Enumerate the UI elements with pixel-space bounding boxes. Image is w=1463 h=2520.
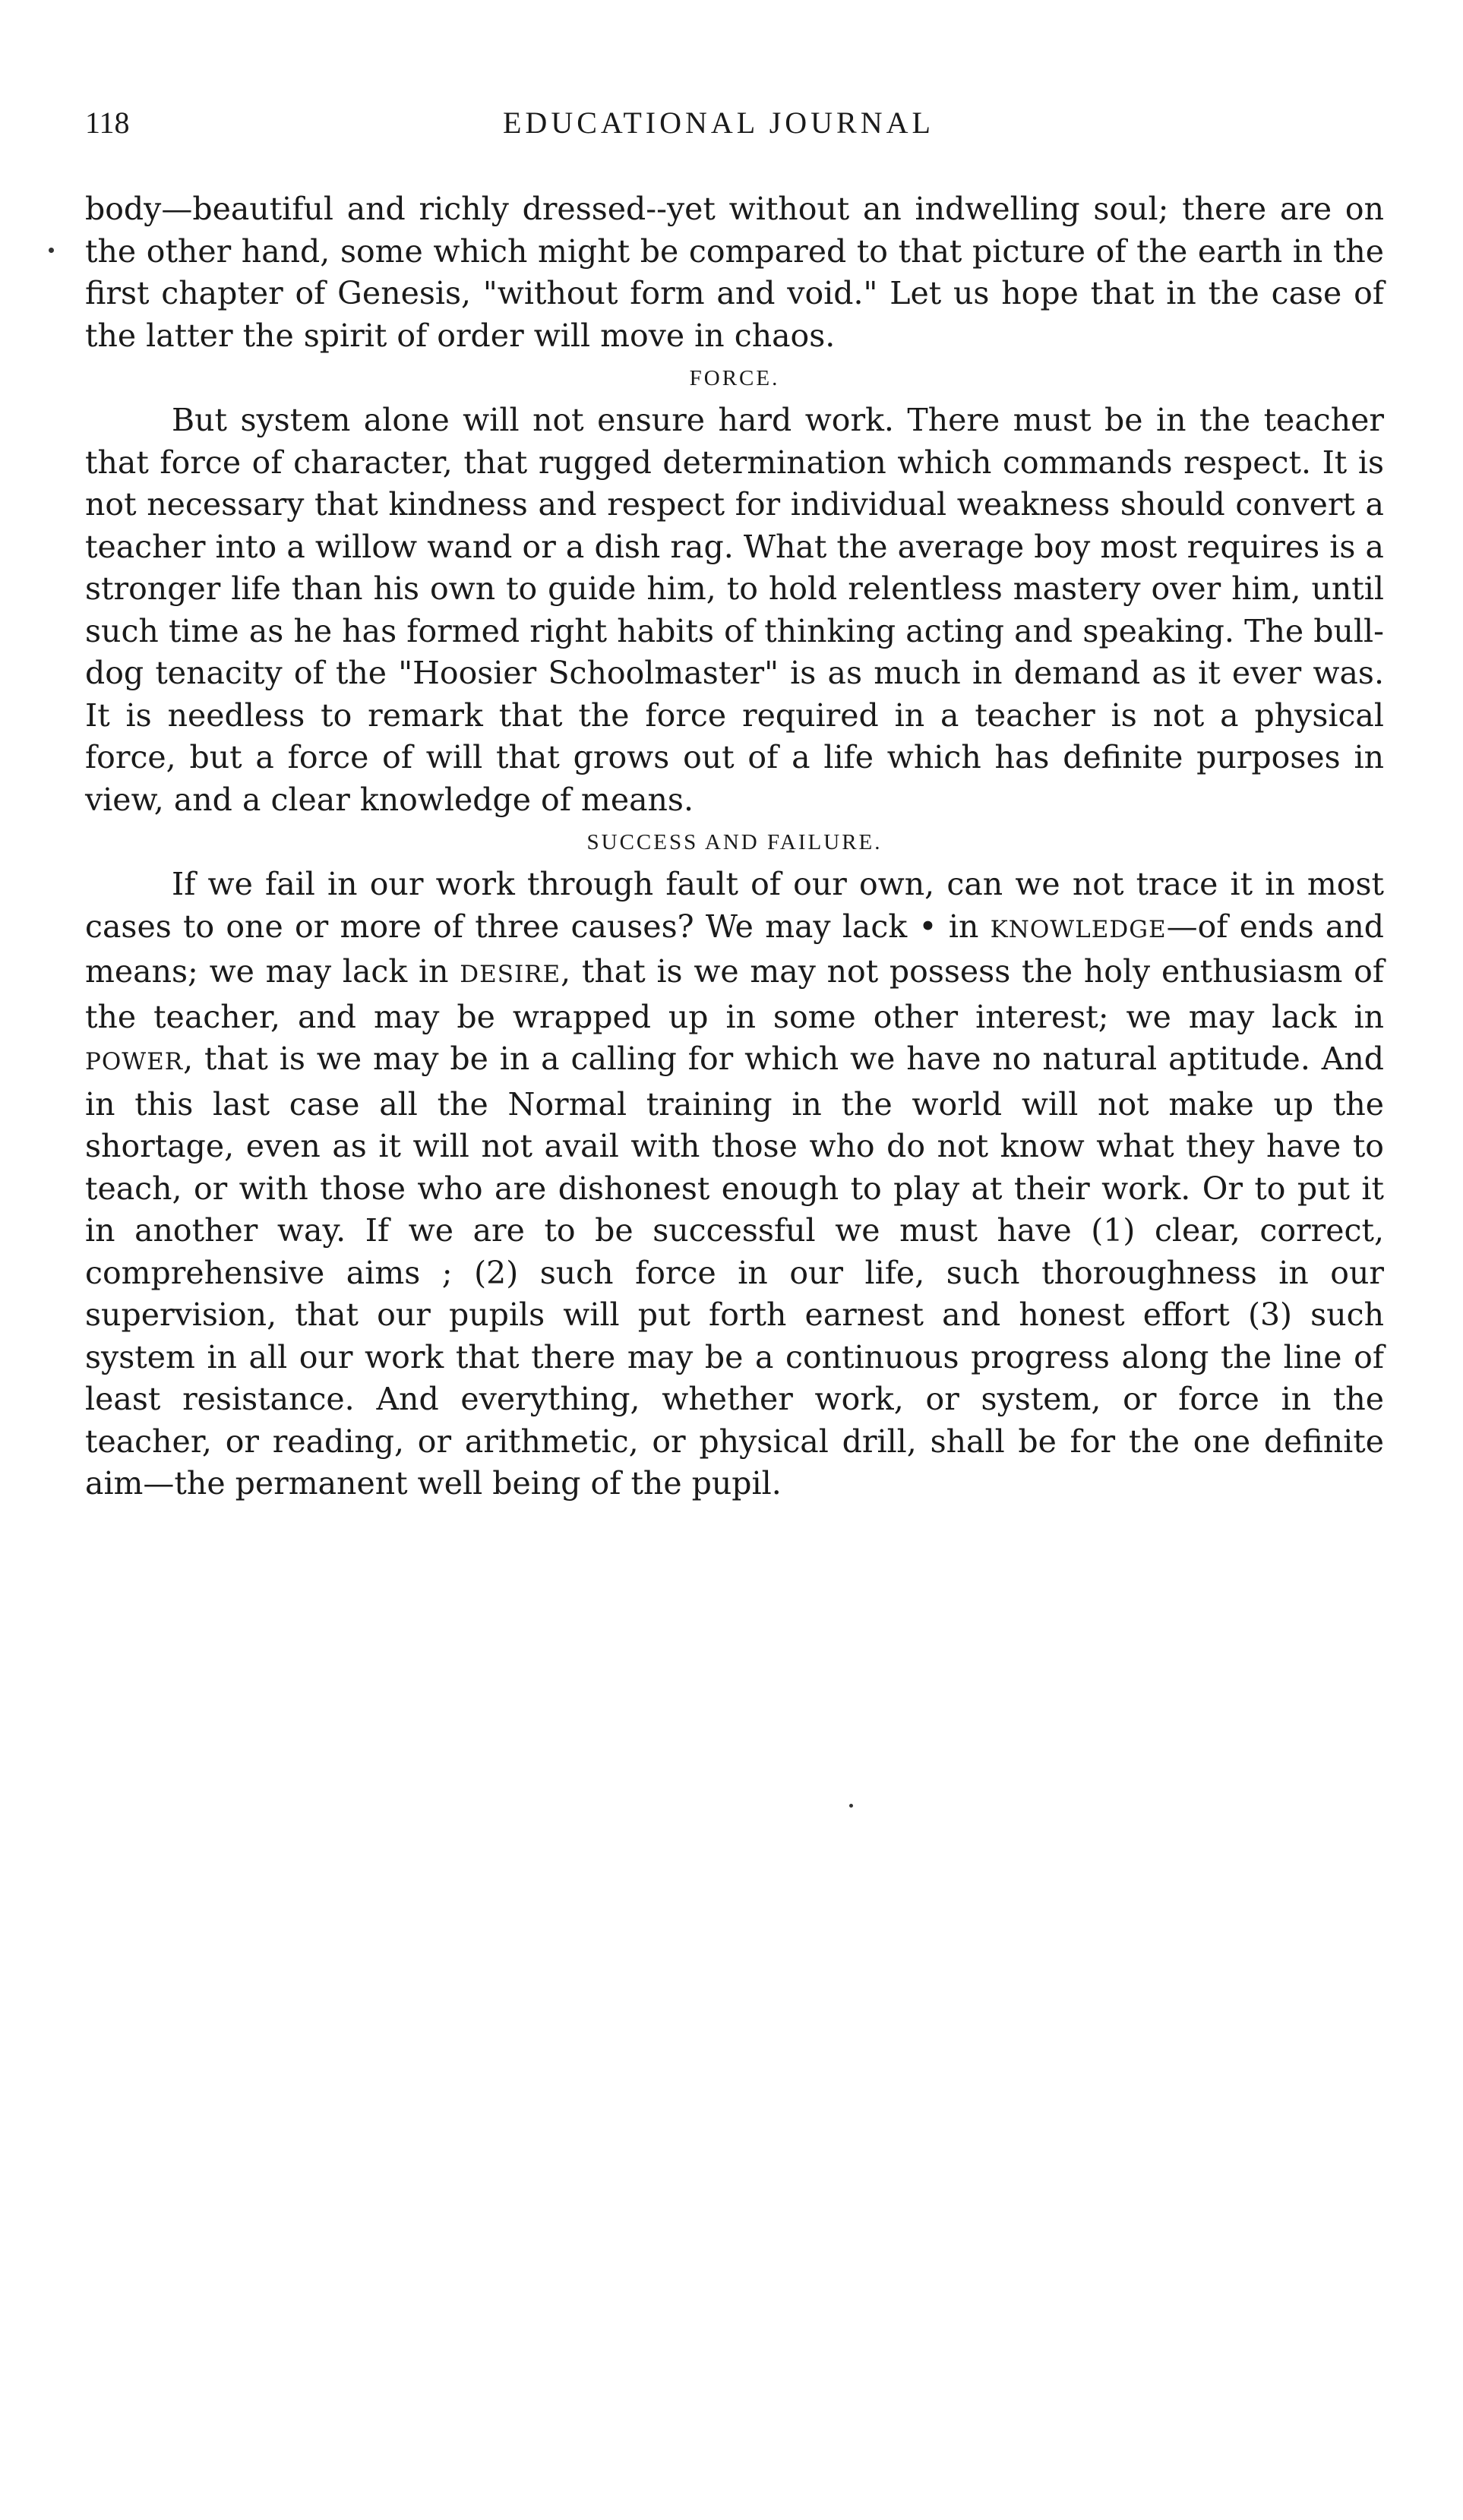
page-header [85, 105, 1384, 150]
small-caps-desire: DESIRE [460, 961, 561, 988]
small-caps-knowledge: KNOWLEDGE [990, 915, 1167, 943]
stray-dot-mark [849, 1804, 853, 1808]
paragraph-force: But system alone will not ensure hard work. There must be in the teacher that force of character, that rugged determination which commands respect. It is not necessary that kindness and respect for individual weakness should convert a teacher into a willow wand or a dish rag. What the average boy most requires is a stronger life than his own to guide him, to hold relentless mastery over him, until such time as he has formed right habits of thinking acting and speaking. The bull-dog tenacity of the "Hoosier Schoolmaster" is as much in demand as it ever was. It is needless to remark that the force required in a teacher is not a physical force, but a force of will that grows out of a life which has definite purposes in view, and a clear knowledge of means. [85, 402, 1384, 818]
paragraph-text-segment: , that is we may not possess the holy enthusiasm of the teacher, and may be wrapped up in some other interest; we may lack in [85, 953, 1385, 1035]
margin-dot-mark [49, 248, 54, 253]
paragraph-text-segment: If we fail in our work through fault of our own, can we not trace it in most cases to one or more of three causes? We may lack • in [85, 866, 1384, 945]
section-heading-success-and-failure: SUCCESS AND FAILURE. [586, 830, 883, 854]
paragraph-text-segment: , that is we may be in a calling for which we have no natural aptitude. And in this last case all the Normal training in the world will not make up the shortage, even as it will not avail with those who do not know what they have to teach, or with those who are dishonest enough to play at their work. Or to put it in another way. If we are to be successful we must have (1) clear, correct, comprehensive aims ; (2) such force in our life, such thoroughness in our supervision, that our pupils will put forth earnest and honest effort (3) such system in all our work that there may be a continuous progress along the line of least resistance. And everything, whether work, or system, or force in the teacher, or reading, or arithmetic, or physical drill, shall be for the one definite aim—the permanent well being of the pupil. [85, 1041, 1384, 1502]
section-heading-force: FORCE. [689, 366, 780, 390]
paragraph-text-segment: —of ends and means; we may lack in [85, 908, 1384, 990]
paragraph-success-and-failure [85, 864, 1384, 1505]
paragraph-continuation: body—beautiful and richly dressed--yet without an indwelling soul; there are on the other hand, some which might be compared to that picture of the earth in the first chapter of Genesis, "without form and void." Let us hope that in the case of the latter the spirit of order will move in chaos. [85, 191, 1384, 354]
body-text [85, 188, 1384, 1505]
page-number: 118 [85, 106, 130, 140]
running-head: EDUCATIONAL JOURNAL [503, 106, 934, 140]
small-caps-power: POWER [85, 1048, 184, 1075]
